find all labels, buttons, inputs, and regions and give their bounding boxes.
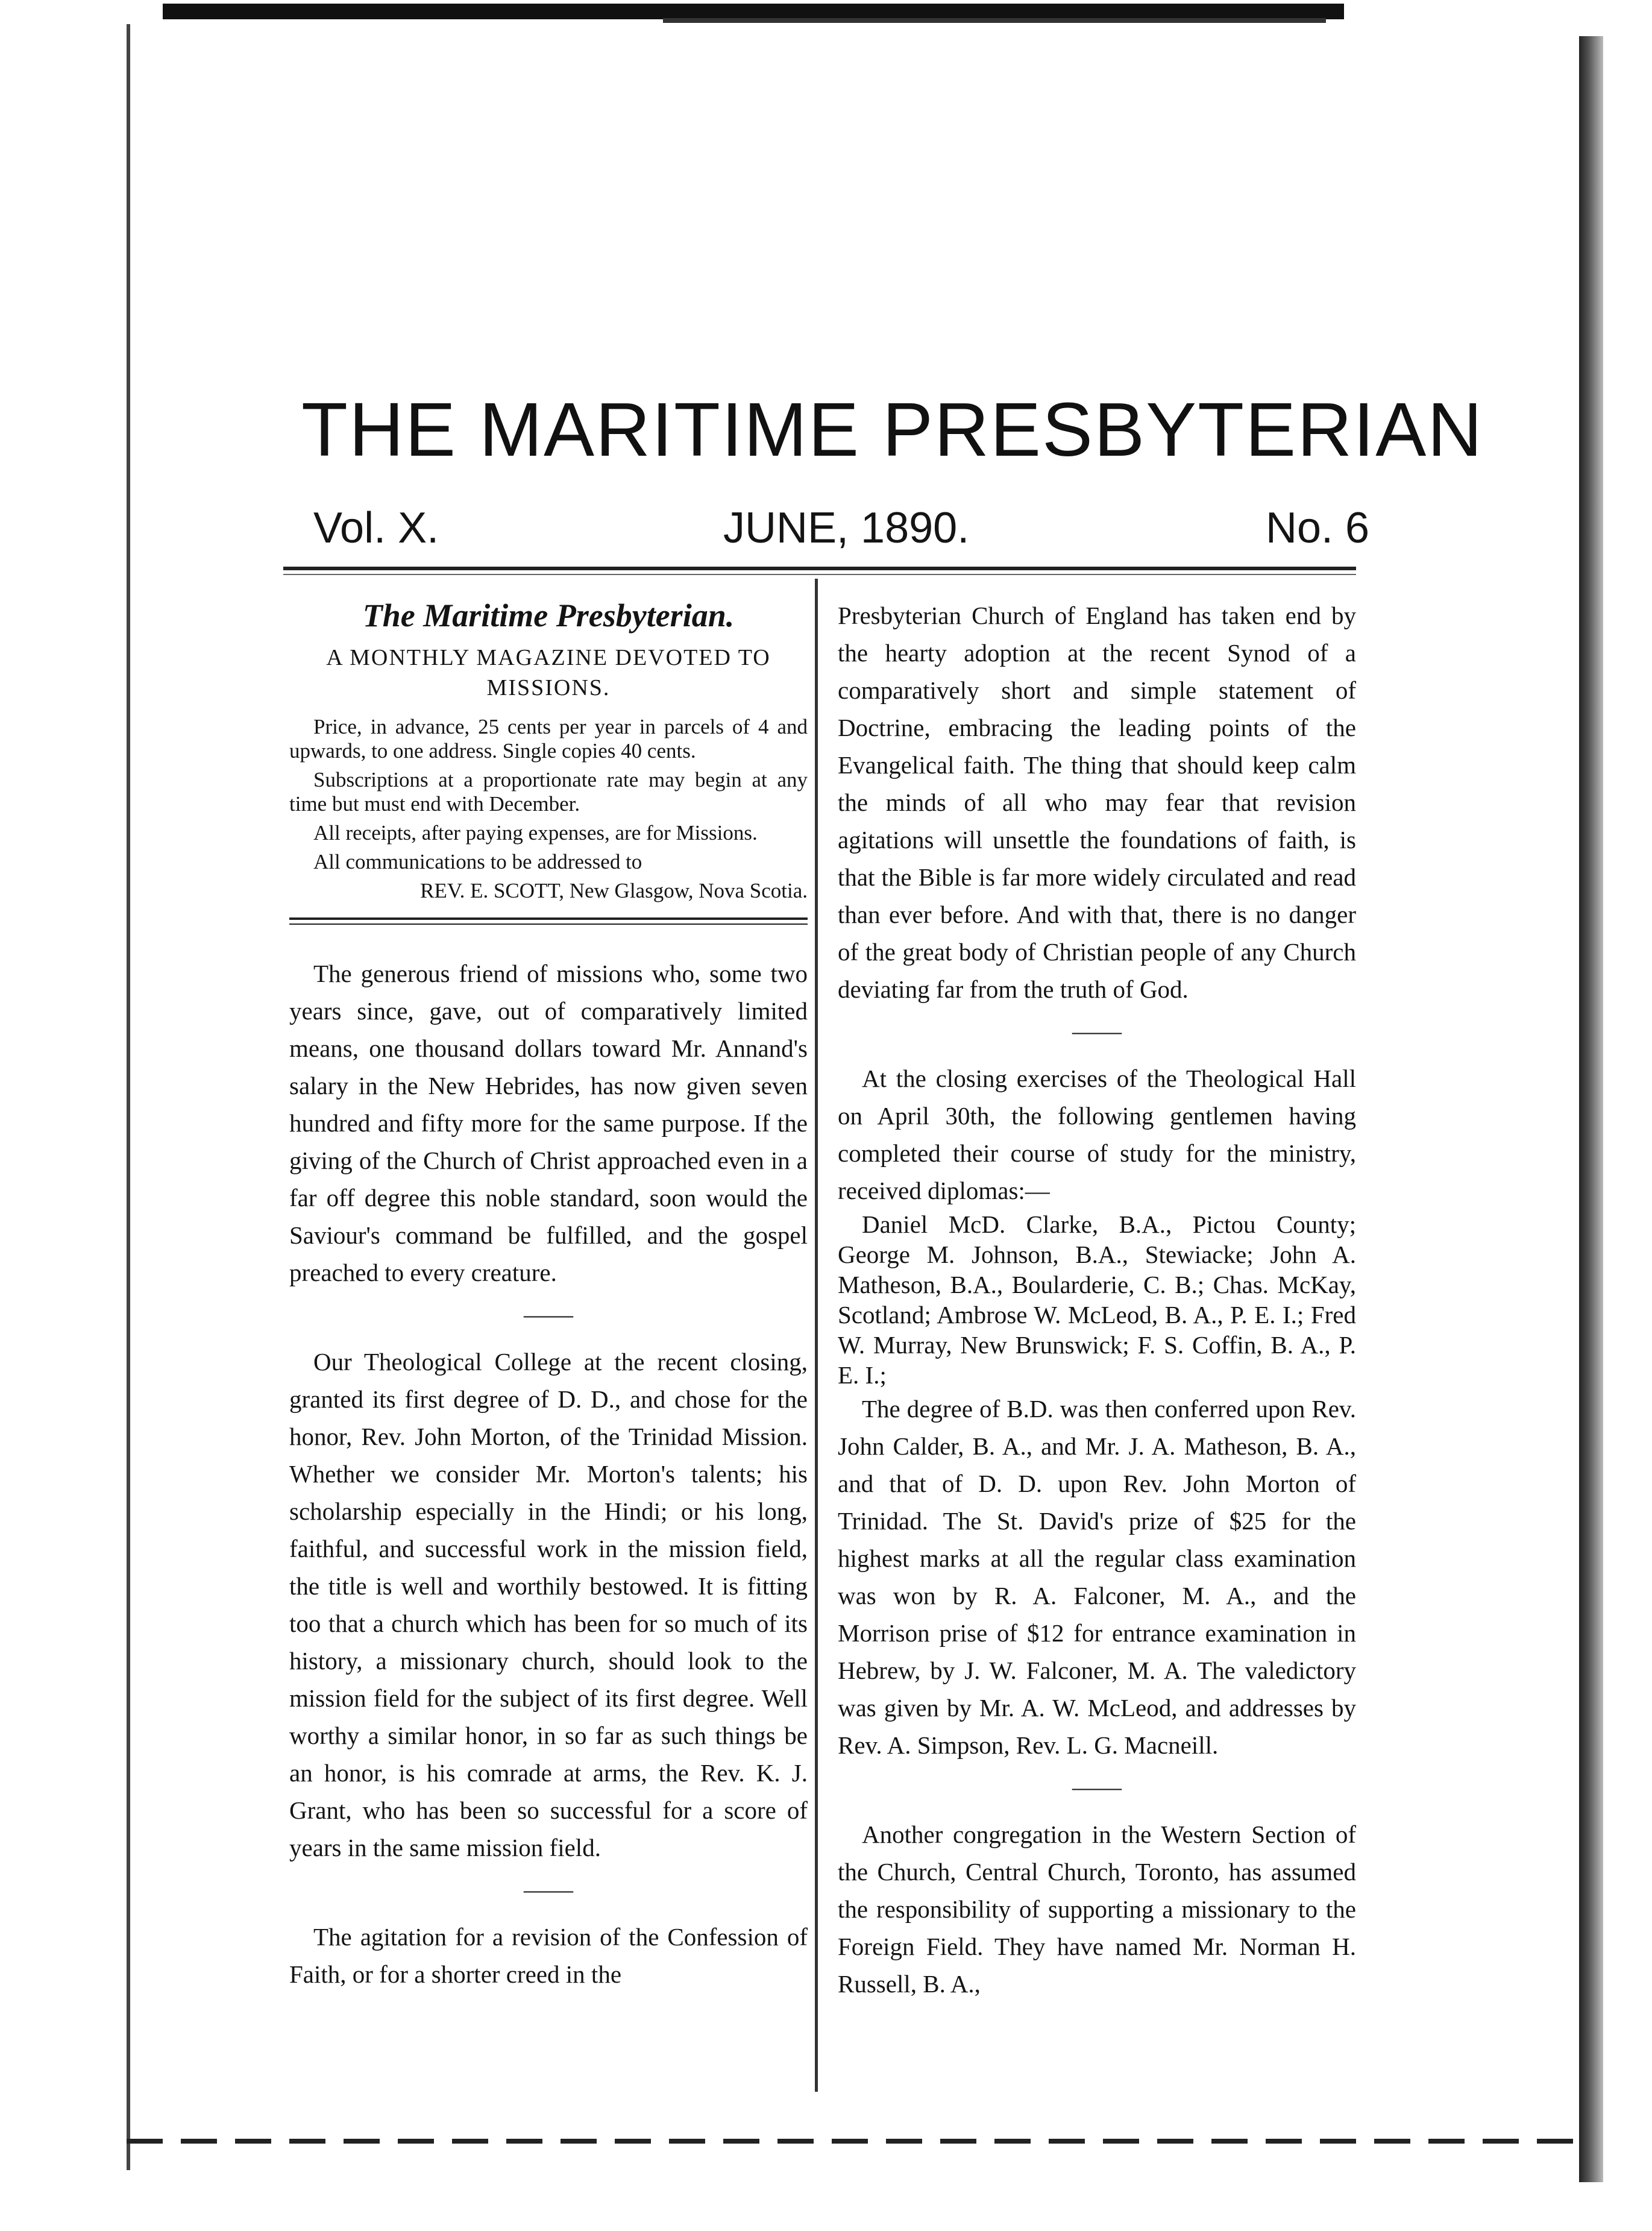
header-rule-thin xyxy=(283,574,1356,575)
scan-bottom-edge xyxy=(127,2139,1585,2144)
paragraph-theological-college: Our Theological College at the recent closing, granted its first degree of D. D., and chose for the honor, Rev. John Morton, of the Trinidad Mission. Whether we consider Mr. Morton's talents; his scholarship especially in the Hindi; or his long, faithful, and successful work in the mission field, the title is well and worthily bestowed. It is fitting too that a church which has been for so much of its history, a missionary church, should look to the mission field for the subject of its first degree. Well worthy a similar honor, in so far as such things be an honor, is his comrade at arms, the Rev. K. J. Grant, who has been so successful for a score of years in the same mission field. xyxy=(289,1348,808,1861)
magazine-subtitle: A MONTHLY MAGAZINE DEVOTED TO MISSIONS. xyxy=(326,645,771,700)
section-separator: —— xyxy=(1072,1773,1122,1801)
column-divider xyxy=(815,579,818,2092)
issue-date: JUNE, 1890. xyxy=(723,504,970,552)
scan-top-edge-secondary xyxy=(663,18,1326,23)
paragraph-congregation: Another congregation in the Western Section of the Church, Central Church, Toronto, has assumed the responsibility of supporting a missionary to the Foreign Field. They have named Mr. Norman H. Russell, B. A., xyxy=(838,1820,1356,1998)
notice-communications: All communications to be addressed to xyxy=(313,850,642,873)
section-separator: —— xyxy=(524,1875,573,1903)
graduates-list: Daniel McD. Clarke, B.A., Pictou County; George M. Johnson, B.A., Stewiacke; John A. Matheson, B.A., Boularderie, C. B.; Chas. McKay, Scotland; Ambrose W. McLeod, B. A., P. E. I.; Fred W. Murray, New Brunswick; F. S. Coffin, B. A., P. E. I.; xyxy=(838,1210,1356,1389)
magazine-heading: The Maritime Presbyterian. xyxy=(362,597,735,634)
paragraph-generous-friend: The generous friend of missions who, some two years since, gave, out of comparatively limited means, one thousand dollars toward Mr. Annand's salary in the New Hebrides, has now given seven hundred and fifty more for the same purpose. If the giving of the Church of Christ approached even in a far off degree this noble standard, soon would the Saviour's command be fulfilled, and the gospel preached to every creature. xyxy=(289,960,808,1286)
scan-top-edge xyxy=(163,4,1344,19)
left-column xyxy=(289,597,808,1993)
paragraph-closing-exercises: At the closing exercises of the Theological Hall on April 30th, the following gentlemen having completed their course of study for the ministry, received diplomas:— xyxy=(838,1065,1356,1204)
notice-subscriptions: Subscriptions at a proportionate rate may begin at any time but must end with December. xyxy=(289,768,808,816)
volume-label: Vol. X. xyxy=(313,504,439,552)
paragraph-agitation: The agitation for a revision of the Confession of Faith, or for a shorter creed in the xyxy=(289,1923,808,1988)
issue-number: No. 6 xyxy=(1266,504,1370,552)
notice-price: Price, in advance, 25 cents per year in parcels of 4 and upwards, to one address. Single copies 40 cents. xyxy=(289,715,808,763)
masthead-title: THE MARITIME PRESBYTERIAN xyxy=(301,387,1484,472)
section-separator: —— xyxy=(524,1300,573,1328)
scan-right-edge xyxy=(1579,36,1603,2182)
paragraph-degrees: The degree of B.D. was then conferred upon Rev. John Calder, B. A., and Mr. J. A. Matheson, B. A., and that of D. D. upon Rev. John Morton of Trinidad. The St. David's prize of $25 for the highest marks at all the regular class examination was won by R. A. Falconer, M. A., and the Morrison prise of $12 for entrance examination in Hebrew, by J. W. Falconer, M. A. The valedictory was given by Mr. A. W. McLeod, and addresses by Rev. A. Simpson, Rev. L. G. Macneill. xyxy=(838,1395,1356,1759)
masthead-rule xyxy=(289,917,808,925)
issue-line xyxy=(313,503,1370,558)
section-separator: —— xyxy=(1072,1017,1122,1045)
notice-receipts: All receipts, after paying expenses, are for Missions. xyxy=(313,821,758,845)
header-rule xyxy=(283,567,1356,570)
scan-left-edge xyxy=(127,24,130,2170)
editor-address: REV. E. SCOTT, New Glasgow, Nova Scotia. xyxy=(420,879,808,902)
paragraph-continued: Presbyterian Church of England has taken end by the hearty adoption at the recent Synod of a comparatively short and simple statement of Doctrine, embracing the leading points of the Evangelical faith. The thing that should keep calm the minds of all who may fear that revision agitations will unsettle the foundations of faith, is that the Bible is far more widely circulated and read than ever before. And with that, there is no danger of the great body of Christian people of any Church deviating far from the truth of God. xyxy=(838,602,1356,1003)
right-column xyxy=(838,597,1356,2003)
